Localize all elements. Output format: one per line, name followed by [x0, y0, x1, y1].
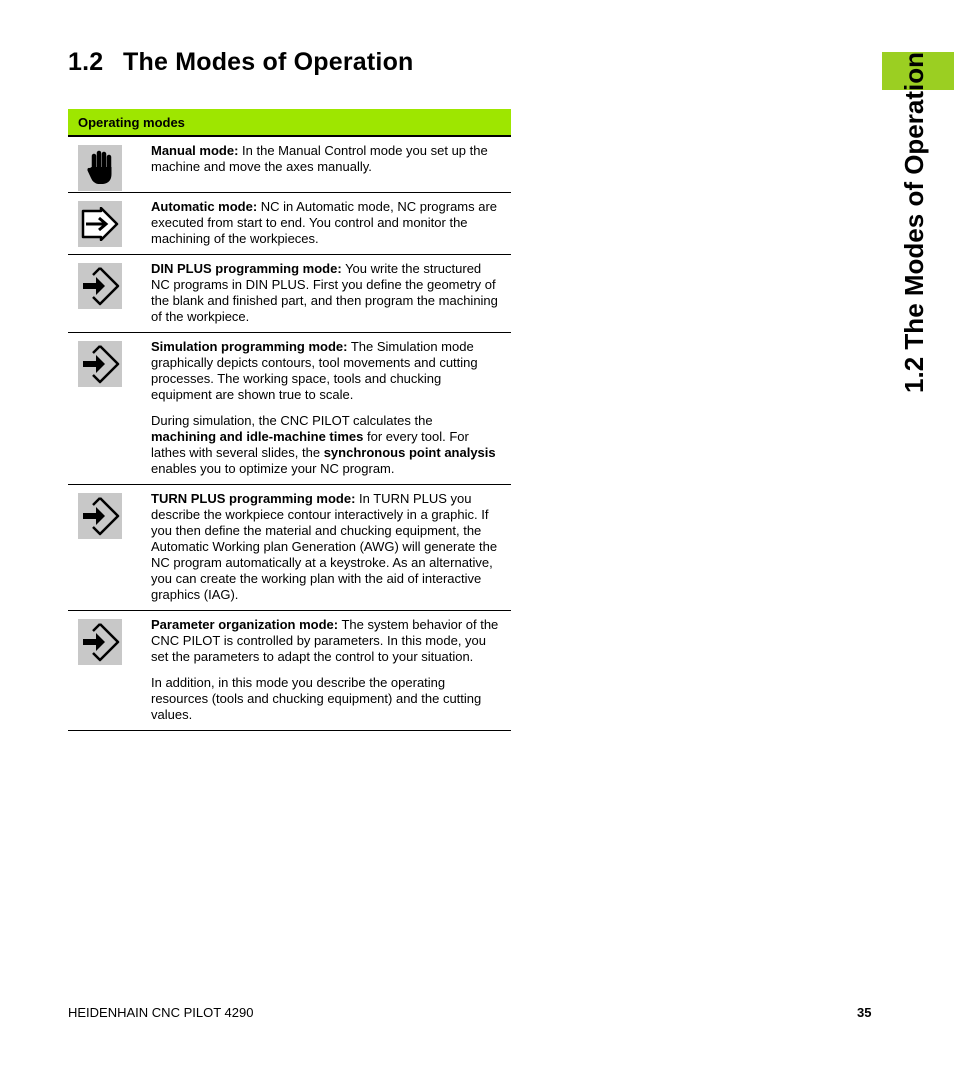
mode-name: Parameter organization mode:: [151, 617, 339, 632]
programming-diamond-icon: [78, 619, 122, 665]
table-row-automatic: [68, 193, 511, 255]
programming-diamond-icon: [78, 493, 122, 539]
mode-detail: In addition, in this mode you describe the operating resources (tools and chucking equipment) and the cutting values.: [151, 675, 482, 722]
mode-description: TURN PLUS programming mode: In TURN PLUS you describe the workpiece contour interactively in a graphic. If you then define the material and chucking equipment, the Automatic Working plan Generation (AWG) will generate the NC program automatically at a keystroke. As an alternative, you can create the working plan with the aid of interactive graphics (IAG).: [151, 491, 498, 602]
automatic-arrow-icon: [78, 201, 122, 247]
mode-name: Simulation programming mode:: [151, 339, 348, 354]
programming-diamond-icon: [78, 341, 122, 387]
table-header-row: [68, 109, 511, 136]
mode-detail: During simulation, the CNC PILOT calculates the machining and idle-machine times for every tool. For lathes with several slides, the synchronous point analysis enables you to optimize your NC program.: [151, 413, 496, 476]
section-title: [68, 44, 414, 80]
operating-modes-table: [68, 109, 511, 731]
mode-description: Manual mode: In the Manual Control mode you set up the machine and move the axes manually.: [151, 143, 488, 174]
section-number: 1.2: [68, 48, 104, 76]
table-row-din-plus: [68, 255, 511, 333]
mode-name: Manual mode:: [151, 143, 239, 158]
table-row-turn-plus: [68, 485, 511, 611]
side-tab-label: 1.2 The Modes of Operation: [899, 52, 929, 393]
mode-name: DIN PLUS programming mode:: [151, 261, 342, 276]
footer-product: HEIDENHAIN CNC PILOT 4290: [68, 1005, 254, 1020]
table-header: Operating modes: [68, 109, 511, 136]
page-number: 35: [857, 1005, 872, 1020]
table-row-simulation: [68, 333, 511, 485]
table-row-manual: [68, 136, 511, 193]
section-heading: The Modes of Operation: [123, 48, 414, 76]
mode-description: Parameter organization mode: The system behavior of the CNC PILOT is controlled by parameters. In this mode, you set the parameters to adapt the control to your situation.: [151, 617, 499, 664]
side-tab: [894, 52, 934, 392]
mode-description: Automatic mode: NC in Automatic mode, NC programs are executed from start to end. You control and monitor the machining of the workpieces.: [151, 199, 498, 246]
mode-name: Automatic mode:: [151, 199, 258, 214]
programming-diamond-icon: [78, 263, 122, 309]
mode-name: TURN PLUS programming mode:: [151, 491, 356, 506]
mode-description: Simulation programming mode: The Simulation mode graphically depicts contours, tool movements and cutting processes. The working space, tools and chucking equipment are shown true to scale.: [151, 339, 478, 402]
mode-description: DIN PLUS programming mode: You write the structured NC programs in DIN PLUS. First you define the geometry of the blank and finished part, and then program the machining of the workpiece.: [151, 261, 498, 324]
table-row-parameter: [68, 611, 511, 731]
hand-icon: [78, 145, 122, 191]
